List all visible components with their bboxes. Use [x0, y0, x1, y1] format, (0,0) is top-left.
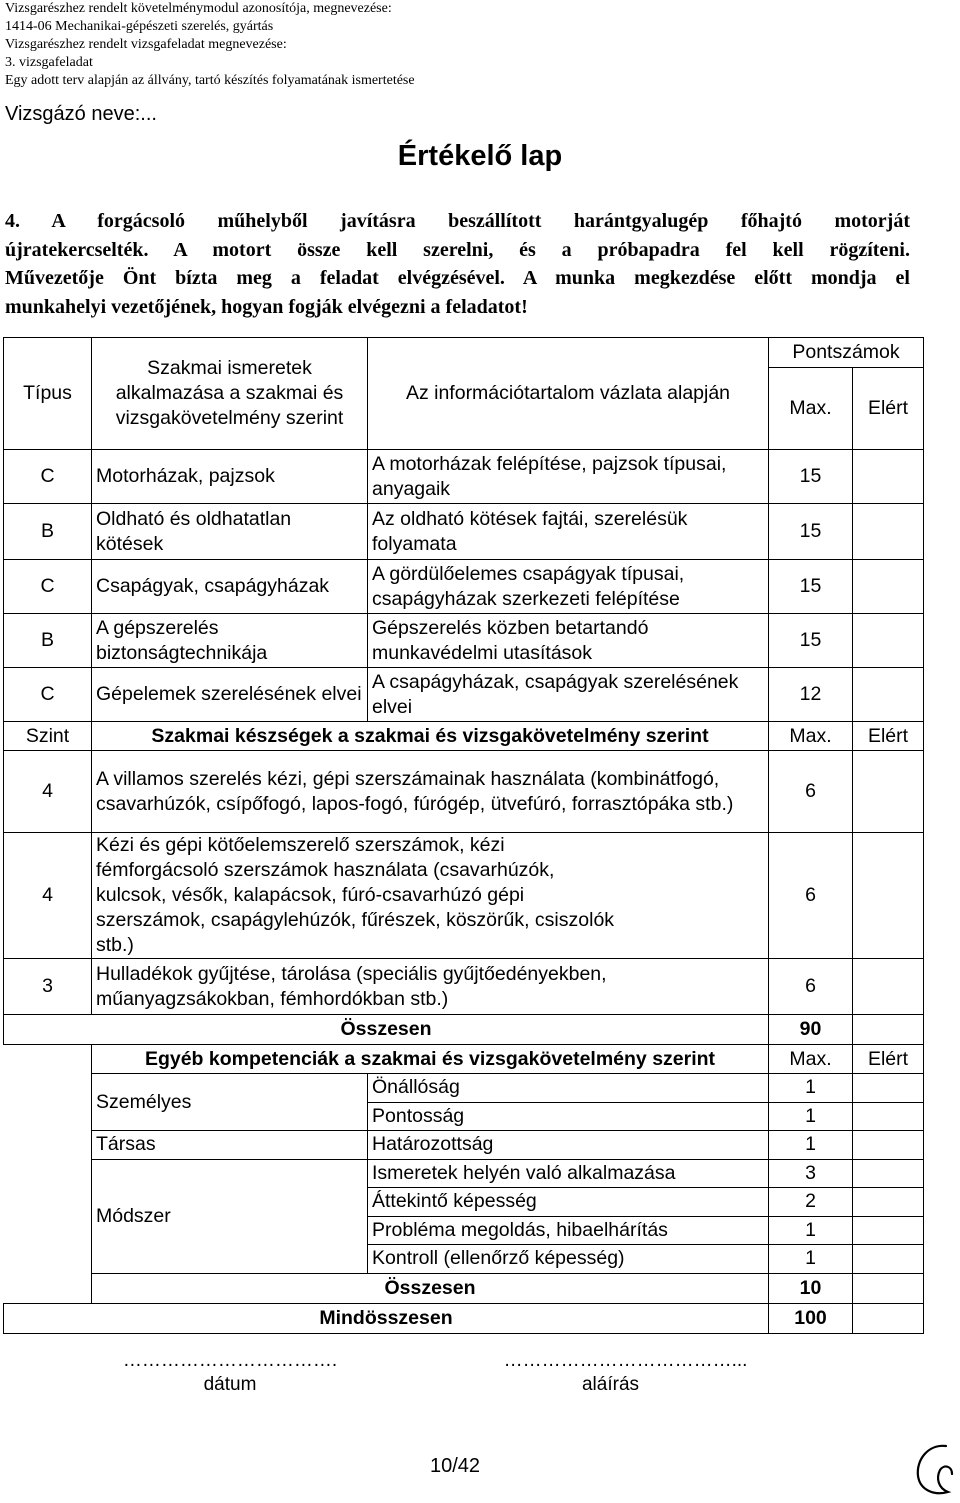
- date-line: …………………………….: [122, 1350, 338, 1371]
- skill-cell: Kézi és gépi kötőelemszerelő szerszámok, kézi fémforgácsoló szerszámok használata (csavarhúzók, kulcsok, vésők, kalapácsok, fúró-csavarhúzó gépi szerszámok, csapágylehúzók, fűrészek, köszörűk, csiszolók stb.): [92, 833, 769, 959]
- content-cell: A motorházak felépítése, pajzsok típusai, anyagaik: [368, 450, 769, 504]
- header-line: 1414-06 Mechanikai-gépészeti szerelés, gyártás: [5, 19, 274, 34]
- achieved-cell[interactable]: [853, 560, 924, 614]
- achieved-cell[interactable]: [853, 1159, 924, 1188]
- table-row: [4, 450, 924, 504]
- table-row: [4, 1074, 924, 1103]
- grand-total-row: [4, 1303, 924, 1333]
- competency-cell: Probléma megoldás, hibaelhárítás: [368, 1216, 769, 1245]
- achieved-cell[interactable]: [853, 1303, 924, 1333]
- max-header: Max.: [769, 1045, 853, 1074]
- table-row: [4, 560, 924, 614]
- empty-cell: [4, 1045, 92, 1074]
- achieved-cell[interactable]: [853, 751, 924, 833]
- max-cell: 12: [769, 668, 853, 722]
- date-signature-block: [100, 1350, 360, 1396]
- empty-cell: [4, 1159, 92, 1188]
- signature-label: aláírás: [581, 1374, 640, 1395]
- grand-total-label: Mindösszesen: [4, 1303, 769, 1333]
- type-cell: B: [4, 504, 92, 560]
- empty-cell: [4, 1131, 92, 1160]
- table-row: [4, 504, 924, 560]
- info-header: Az információtartalom vázlata alapján: [368, 338, 769, 450]
- level-cell: 4: [4, 833, 92, 959]
- competency-cell: Határozottság: [368, 1131, 769, 1160]
- task-line: 4. A forgácsoló műhelyből javításra beszállított harántgyalugép főhajtó motorját: [5, 210, 910, 232]
- achieved-header: Elért: [853, 1045, 924, 1074]
- empty-cell: [4, 1102, 92, 1131]
- achieved-header: Elért: [853, 368, 924, 450]
- achieved-cell[interactable]: [853, 1131, 924, 1160]
- other-header-row: [4, 1045, 924, 1074]
- competency-cell: Áttekintő képesség: [368, 1188, 769, 1217]
- achieved-cell[interactable]: [853, 1245, 924, 1274]
- empty-cell: [4, 1074, 92, 1103]
- max-cell: 15: [769, 450, 853, 504]
- achieved-cell[interactable]: [853, 1273, 924, 1303]
- max-cell: 15: [769, 504, 853, 560]
- task-line: újratekercselték. A motort össze kell szerelni, és a próbapadra fel kell rögzíteni.: [5, 238, 910, 261]
- empty-cell: [4, 1273, 92, 1303]
- max-header: Max.: [769, 722, 853, 751]
- header-line: Egy adott terv alapján az állvány, tartó készítés folyamatának ismertetése: [5, 73, 415, 88]
- content-cell: Az oldható kötések fajtái, szerelésük folyamata: [368, 504, 769, 560]
- table-row: [4, 751, 924, 833]
- competency-cell: Önállóság: [368, 1074, 769, 1103]
- task-description: [5, 207, 910, 321]
- max-cell: 1: [769, 1131, 853, 1160]
- grand-total-value: 100: [769, 1303, 853, 1333]
- max-cell: 6: [769, 833, 853, 959]
- subtotal-row: [4, 1015, 924, 1045]
- group-cell: Társas: [92, 1131, 368, 1160]
- level-header: Szint: [4, 722, 92, 751]
- empty-cell: [4, 1216, 92, 1245]
- skills-header: Szakmai készségek a szakmai és vizsgakövetelmény szerint: [92, 722, 769, 751]
- topic-cell: A gépszerelés biztonságtechnikája: [92, 614, 368, 668]
- max-header: Max.: [769, 368, 853, 450]
- achieved-cell[interactable]: [853, 1015, 924, 1045]
- table-row: [4, 614, 924, 668]
- achieved-cell[interactable]: [853, 614, 924, 668]
- group-cell: Módszer: [92, 1159, 368, 1273]
- max-cell: 1: [769, 1245, 853, 1274]
- topic-cell: Oldható és oldhatatlan kötések: [92, 504, 368, 560]
- task-line: Művezetője Önt bízta meg a feladat elvégzésével. A munka megkezdése előtt mondja el: [5, 267, 910, 290]
- max-cell: 1: [769, 1216, 853, 1245]
- signature-block: [493, 1350, 758, 1396]
- achieved-cell[interactable]: [853, 833, 924, 959]
- skills-header-row: [4, 722, 924, 751]
- type-cell: C: [4, 668, 92, 722]
- table-row: [4, 1131, 924, 1160]
- achieved-cell[interactable]: [853, 1216, 924, 1245]
- achieved-cell[interactable]: [853, 450, 924, 504]
- empty-cell: [4, 1188, 92, 1217]
- other-header: Egyéb kompetenciák a szakmai és vizsgakövetelmény szerint: [92, 1045, 769, 1074]
- handwritten-mark-icon: [908, 1440, 958, 1500]
- content-cell: Gépszerelés közben betartandó munkavédelmi utasítások: [368, 614, 769, 668]
- type-header: Típus: [4, 338, 92, 450]
- knowledge-header: Szakmai ismeretek alkalmazása a szakmai és vizsgakövetelmény szerint: [92, 338, 368, 450]
- empty-cell: [4, 1245, 92, 1274]
- achieved-cell[interactable]: [853, 1188, 924, 1217]
- candidate-name-field: Vizsgázó neve:...: [5, 103, 157, 125]
- header-line: 3. vizsgafeladat: [5, 55, 93, 70]
- subtotal-label: Összesen: [4, 1015, 769, 1045]
- competency-cell: Ismeretek helyén való alkalmazása: [368, 1159, 769, 1188]
- content-cell: A gördülőelemes csapágyak típusai, csapágyházak szerkezeti felépítése: [368, 560, 769, 614]
- competency-cell: Kontroll (ellenőrző képesség): [368, 1245, 769, 1274]
- achieved-cell[interactable]: [853, 959, 924, 1015]
- table-row: [4, 959, 924, 1015]
- subtotal-label: Összesen: [92, 1273, 769, 1303]
- max-cell: 15: [769, 614, 853, 668]
- type-cell: C: [4, 560, 92, 614]
- max-cell: 2: [769, 1188, 853, 1217]
- type-cell: B: [4, 614, 92, 668]
- header-line: Vizsgarészhez rendelt vizsgafeladat megnevezése:: [5, 37, 287, 52]
- max-cell: 6: [769, 959, 853, 1015]
- topic-cell: Gépelemek szerelésének elvei: [92, 668, 368, 722]
- max-cell: 3: [769, 1159, 853, 1188]
- max-cell: 1: [769, 1074, 853, 1103]
- skill-cell: A villamos szerelés kézi, gépi szerszámainak használata (kombinátfogó, csavarhúzók, csípőfogó, lapos-fogó, fúrógép, ütvefúró, forrasztópáka stb.): [92, 751, 769, 833]
- points-header: Pontszámok: [769, 338, 924, 368]
- task-line: munkahelyi vezetőjének, hogyan fogják elvégezni a feladatot!: [5, 295, 528, 318]
- table-header-row: [4, 338, 924, 368]
- page-title: Értékelő lap: [397, 140, 563, 172]
- achieved-cell[interactable]: [853, 1102, 924, 1131]
- document-header: [5, 0, 415, 90]
- group-cell: Személyes: [92, 1074, 368, 1131]
- signature-line: ………………………………...: [503, 1350, 748, 1371]
- topic-cell: Motorházak, pajzsok: [92, 450, 368, 504]
- table-row: [4, 668, 924, 722]
- table-row: [4, 833, 924, 959]
- type-cell: C: [4, 450, 92, 504]
- date-label: dátum: [203, 1374, 257, 1395]
- max-cell: 1: [769, 1102, 853, 1131]
- competency-cell: Pontosság: [368, 1102, 769, 1131]
- achieved-cell[interactable]: [853, 1074, 924, 1103]
- subtotal-value: 10: [769, 1273, 853, 1303]
- level-cell: 4: [4, 751, 92, 833]
- subtotal-row: [4, 1273, 924, 1303]
- content-cell: A csapágyházak, csapágyak szerelésének elvei: [368, 668, 769, 722]
- topic-cell: Csapágyak, csapágyházak: [92, 560, 368, 614]
- level-cell: 3: [4, 959, 92, 1015]
- header-line: Vizsgarészhez rendelt követelménymodul azonosítója, megnevezése:: [5, 1, 392, 16]
- max-cell: 6: [769, 751, 853, 833]
- evaluation-table: [3, 337, 924, 1334]
- table-row: [4, 1159, 924, 1188]
- subtotal-value: 90: [769, 1015, 853, 1045]
- achieved-header: Elért: [853, 722, 924, 751]
- skill-cell: Hulladékok gyűjtése, tárolása (speciális gyűjtőedényekben, műanyagzsákokban, fémhordókban stb.): [92, 959, 769, 1015]
- page-number: 10/42: [429, 1455, 481, 1477]
- max-cell: 15: [769, 560, 853, 614]
- achieved-cell[interactable]: [853, 668, 924, 722]
- achieved-cell[interactable]: [853, 504, 924, 560]
